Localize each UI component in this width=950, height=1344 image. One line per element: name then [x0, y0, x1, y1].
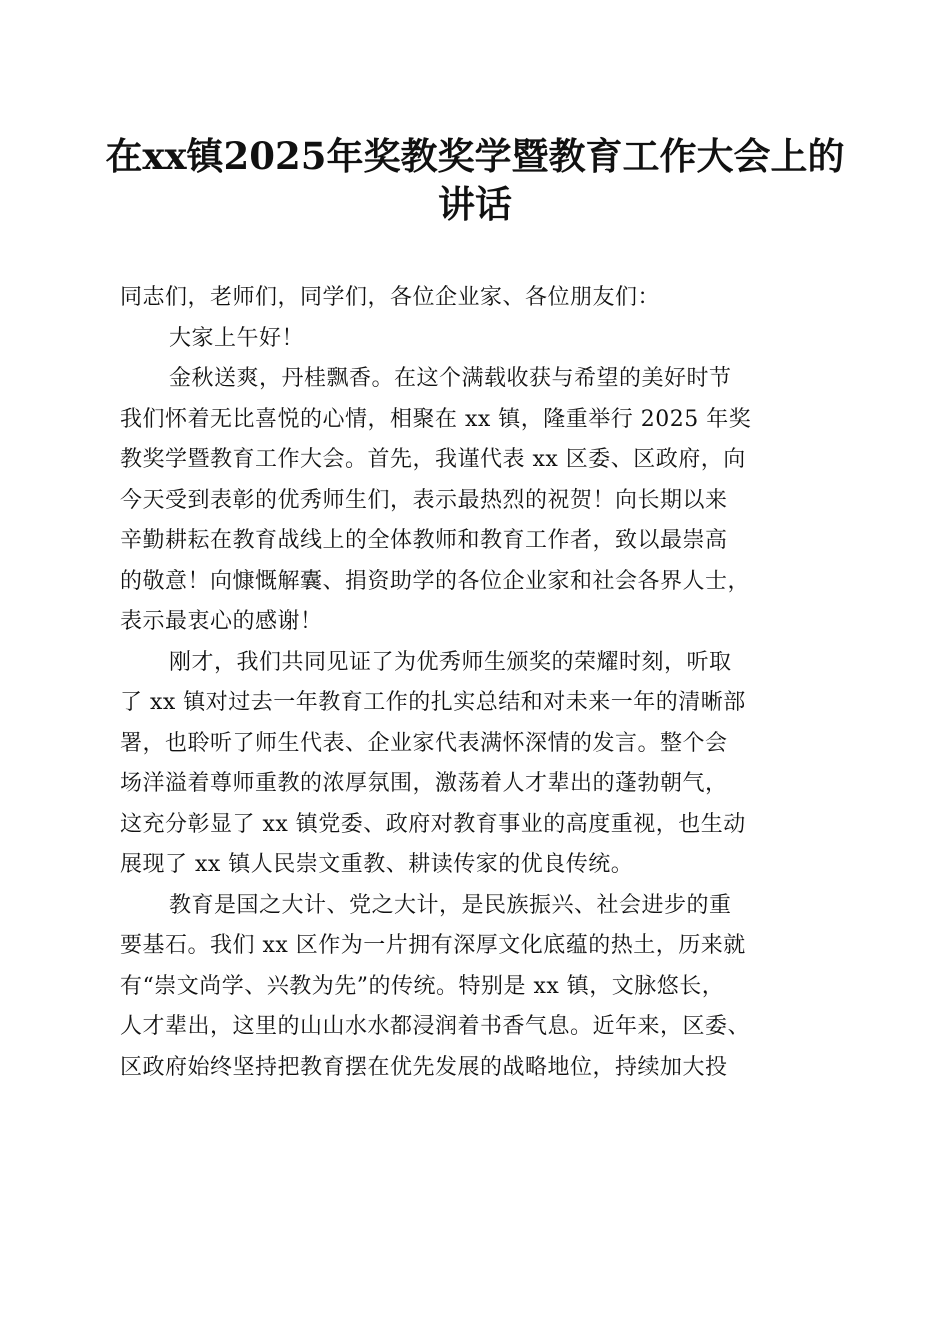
- document-title: [100, 132, 850, 228]
- document-body: [120, 278, 840, 1088]
- body-line: 署，也聆听了师生代表、企业家代表满怀深情的发言。整个会: [120, 730, 728, 756]
- body-line: 的敬意！向慷慨解囊、捐资助学的各位企业家和社会各界人士，: [120, 568, 751, 594]
- body-line: 我们怀着无比喜悦的心情，相聚在 xx 镇，隆重举行 2025 年奖: [120, 406, 752, 432]
- body-line: 展现了 xx 镇人民崇文重教、耕读传家的优良传统。: [120, 852, 634, 877]
- body-line: 场洋溢着尊师重教的浓厚氛围，激荡着人才辈出的蓬勃朝气，: [120, 771, 728, 796]
- title-line-1: 在xx镇2025年奖教奖学暨教育工作大会上的: [105, 134, 845, 178]
- body-line: 区政府始终坚持把教育摆在优先发展的战略地位，持续加大投: [120, 1054, 728, 1080]
- body-line: 这充分彰显了 xx 镇党委、政府对教育事业的高度重视，也生动: [120, 811, 746, 837]
- body-line: 有“崇文尚学、兴教为先”的传统。特别是 xx 镇，文脉悠长，: [120, 973, 725, 999]
- body-line: 大家上午好！: [169, 325, 305, 351]
- body-line: 今天受到表彰的优秀师生们，表示最热烈的祝贺！向长期以来: [120, 487, 728, 513]
- body-line: 教奖学暨教育工作大会。首先，我谨代表 xx 区委、区政府，向: [120, 447, 746, 472]
- body-line: 人才辈出，这里的山山水水都浸润着书香气息。近年来，区委、: [120, 1014, 751, 1039]
- body-line: 金秋送爽，丹桂飘香。在这个满载收获与希望的美好时节: [169, 366, 732, 391]
- body-line: 刚才，我们共同见证了为优秀师生颁奖的荣耀时刻，听取: [169, 649, 732, 675]
- body-line: 表示最衷心的感谢！: [120, 609, 323, 634]
- body-line: 教育是国之大计、党之大计，是民族振兴、社会进步的重: [169, 892, 732, 918]
- title-line-2: 讲话: [438, 182, 512, 226]
- body-line: 了 xx 镇对过去一年教育工作的扎实总结和对未来一年的清晰部: [120, 690, 746, 715]
- body-line: 要基石。我们 xx 区作为一片拥有深厚文化底蕴的热土，历来就: [120, 933, 746, 958]
- body-line: 同志们，老师们，同学们，各位企业家、各位朋友们：: [120, 285, 661, 310]
- body-line: 辛勤耕耘在教育战线上的全体教师和教育工作者，致以最崇高: [120, 528, 728, 553]
